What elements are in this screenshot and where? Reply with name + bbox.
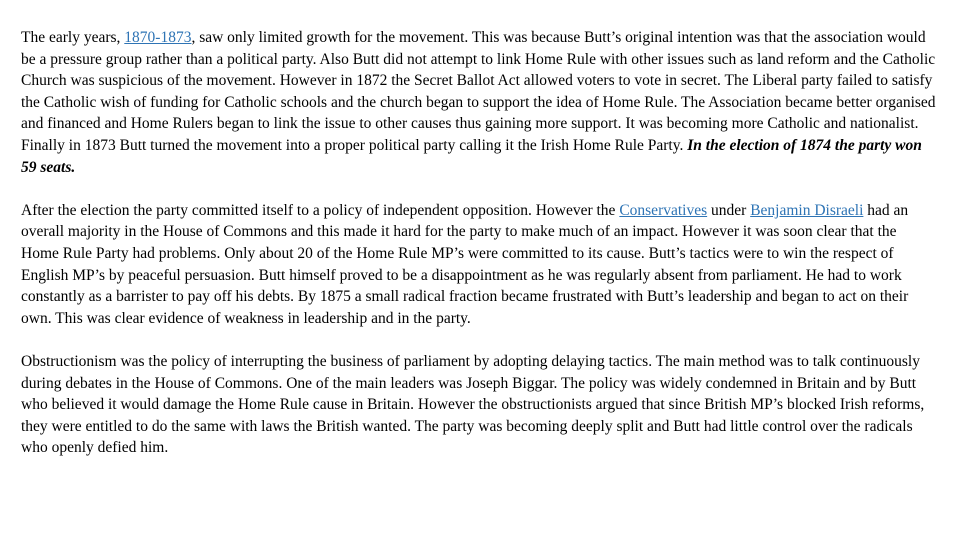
- paragraph-text: The early years,: [21, 29, 125, 46]
- link-1870-1873[interactable]: 1870-1873: [124, 29, 192, 46]
- emphasis-election-1874: In the election of 1874 the party won 59 seats.: [21, 136, 922, 176]
- paragraph-text: After the election the party committed itself to a policy of independent opposition. However the: [21, 201, 620, 219]
- paragraph-after-election: [21, 200, 936, 330]
- document-body: [21, 27, 936, 459]
- paragraph-text: under: [707, 201, 751, 219]
- link-benjamin-disraeli[interactable]: Benjamin Disraeli: [750, 201, 864, 219]
- paragraph-obstructionism: [21, 351, 936, 459]
- paragraph-text: , saw only limited growth for the movement. This was because Butt’s original intention was that the association would be a pressure group rather than a political party. Also Butt did not attempt to link Home Rule with other issues such as land reform and the Catholic Church was suspicious of the movement. However in 1872 the Secret Ballot Act allowed voters to vote in secret. The Liberal party failed to satisfy the Catholic wish of funding for Catholic schools and the church began to support the idea of Home Rule. The Association became better organised and financed and Home Rulers began to link the issue to other causes thus gaining more support. It was becoming more Catholic and nationalist. Finally in 1873 Butt turned the movement into a proper political party calling it the Irish Home Rule Party.: [21, 29, 936, 154]
- paragraph-early-years: [21, 27, 936, 178]
- link-conservatives[interactable]: Conservatives: [619, 201, 708, 219]
- paragraph-text: had an overall majority in the House of Commons and this made it hard for the party to make much of an impact. However it was soon clear that the Home Rule Party had problems. Only about 20 of the Home Rule MP’s were committed to its cause. Butt’s tactics were to win the respect of English MP’s by peaceful persuasion. Butt himself proved to be a disappointment as he was regularly absent from parliament. He had to work constantly as a barrister to pay off his debts. By 1875 a small radical fraction became frustrated with Butt’s leadership and began to act on their own. This was clear evidence of weakness in leadership and in the party.: [21, 201, 909, 327]
- paragraph-text: Obstructionism was the policy of interrupting the business of parliament by adopting delaying tactics. The main method was to talk continuously during debates in the House of Commons. One of the main leaders was Joseph Biggar. The policy was widely condemned in Britain and by Butt who believed it would damage the Home Rule cause in Britain. However the obstructionists argued that since British MP’s blocked Irish reforms, they were entitled to do the same with laws the British wanted. The party was becoming deeply split and Butt had little control over the radicals who openly defied him.: [21, 352, 925, 457]
